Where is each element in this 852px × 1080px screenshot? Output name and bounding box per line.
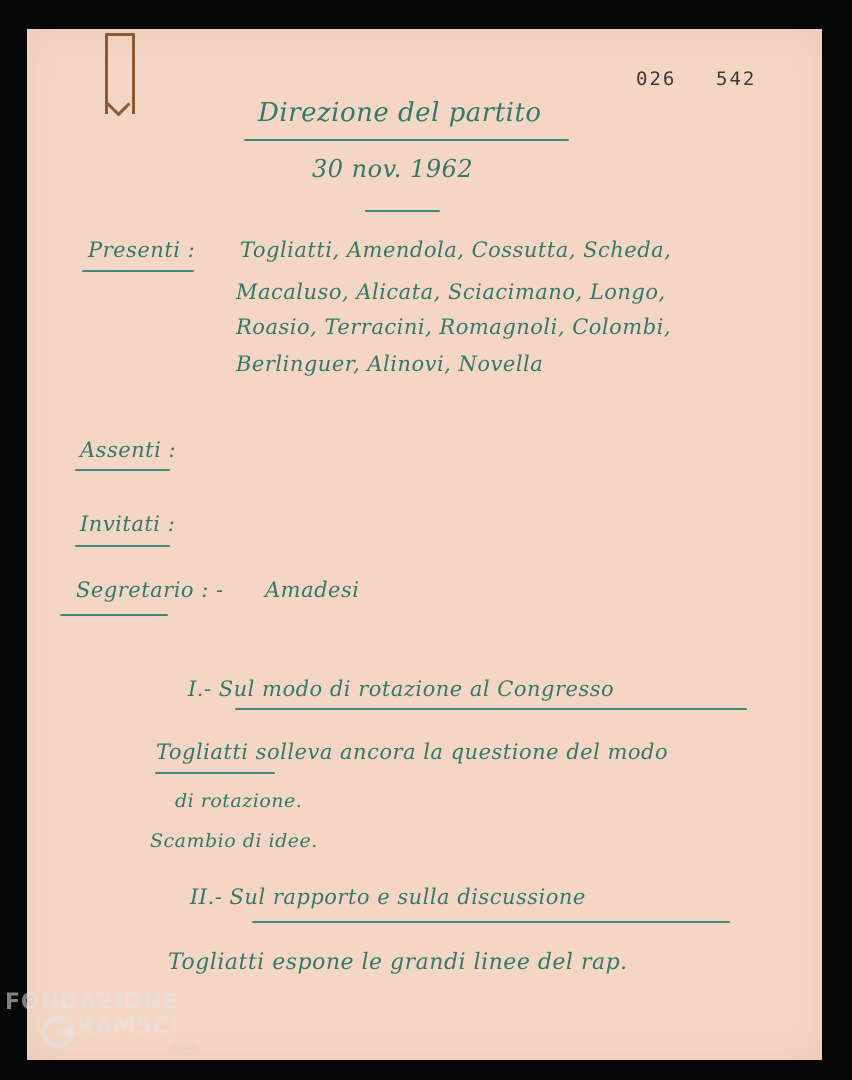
- secretary-underline: [60, 614, 168, 616]
- paper-clip: [105, 33, 135, 114]
- invited-label: Invitati :: [80, 512, 176, 536]
- invited-underline: [75, 545, 170, 547]
- section-1-underline: [235, 708, 747, 710]
- present-line: Macaluso, Alicata, Sciacimano, Longo,: [236, 280, 666, 304]
- watermark-line1: FONDAZIONE: [5, 990, 179, 1015]
- present-line: Roasio, Terracini, Romagnoli, Colombi,: [236, 315, 672, 339]
- section-1-line: Togliatti solleva ancora la questione del modo: [156, 740, 669, 764]
- section-1-line: di rotazione.: [175, 790, 303, 812]
- absent-underline: [75, 469, 170, 471]
- present-line: Berlinguer, Alinovi, Novella: [236, 352, 544, 376]
- section-2-line: Togliatti espone le grandi linee del rap.: [168, 950, 628, 975]
- date-rule: [365, 210, 440, 212]
- section-1-line: Scambio di idee.: [150, 830, 318, 852]
- document-date: 30 nov. 1962: [312, 155, 474, 183]
- gramsci-g-logo-icon: [40, 1014, 76, 1050]
- section-2-underline: [252, 921, 730, 923]
- absent-label: Assenti :: [80, 438, 177, 462]
- watermark-line2: RAMSCI: [77, 1014, 180, 1039]
- section-2-heading: II.- Sul rapporto e sulla discussione: [190, 885, 586, 909]
- document-title: Direzione del partito: [258, 98, 542, 128]
- section-1-name-underline: [155, 772, 275, 774]
- archive-number-part1: 026: [636, 68, 677, 90]
- present-line: Togliatti, Amendola, Cossutta, Scheda,: [240, 238, 672, 262]
- title-underline: [244, 139, 569, 141]
- watermark-sub: onlus: [173, 1042, 195, 1051]
- archive-number-part2: 542: [716, 68, 757, 90]
- section-1-heading: I.- Sul modo di rotazione al Congresso: [188, 677, 615, 701]
- secretary-name: Amadesi: [265, 578, 360, 602]
- present-underline: [82, 270, 194, 272]
- present-label: Presenti :: [88, 238, 196, 262]
- secretary-label: Segretario : -: [76, 578, 224, 602]
- fondazione-gramsci-watermark: [5, 990, 220, 1070]
